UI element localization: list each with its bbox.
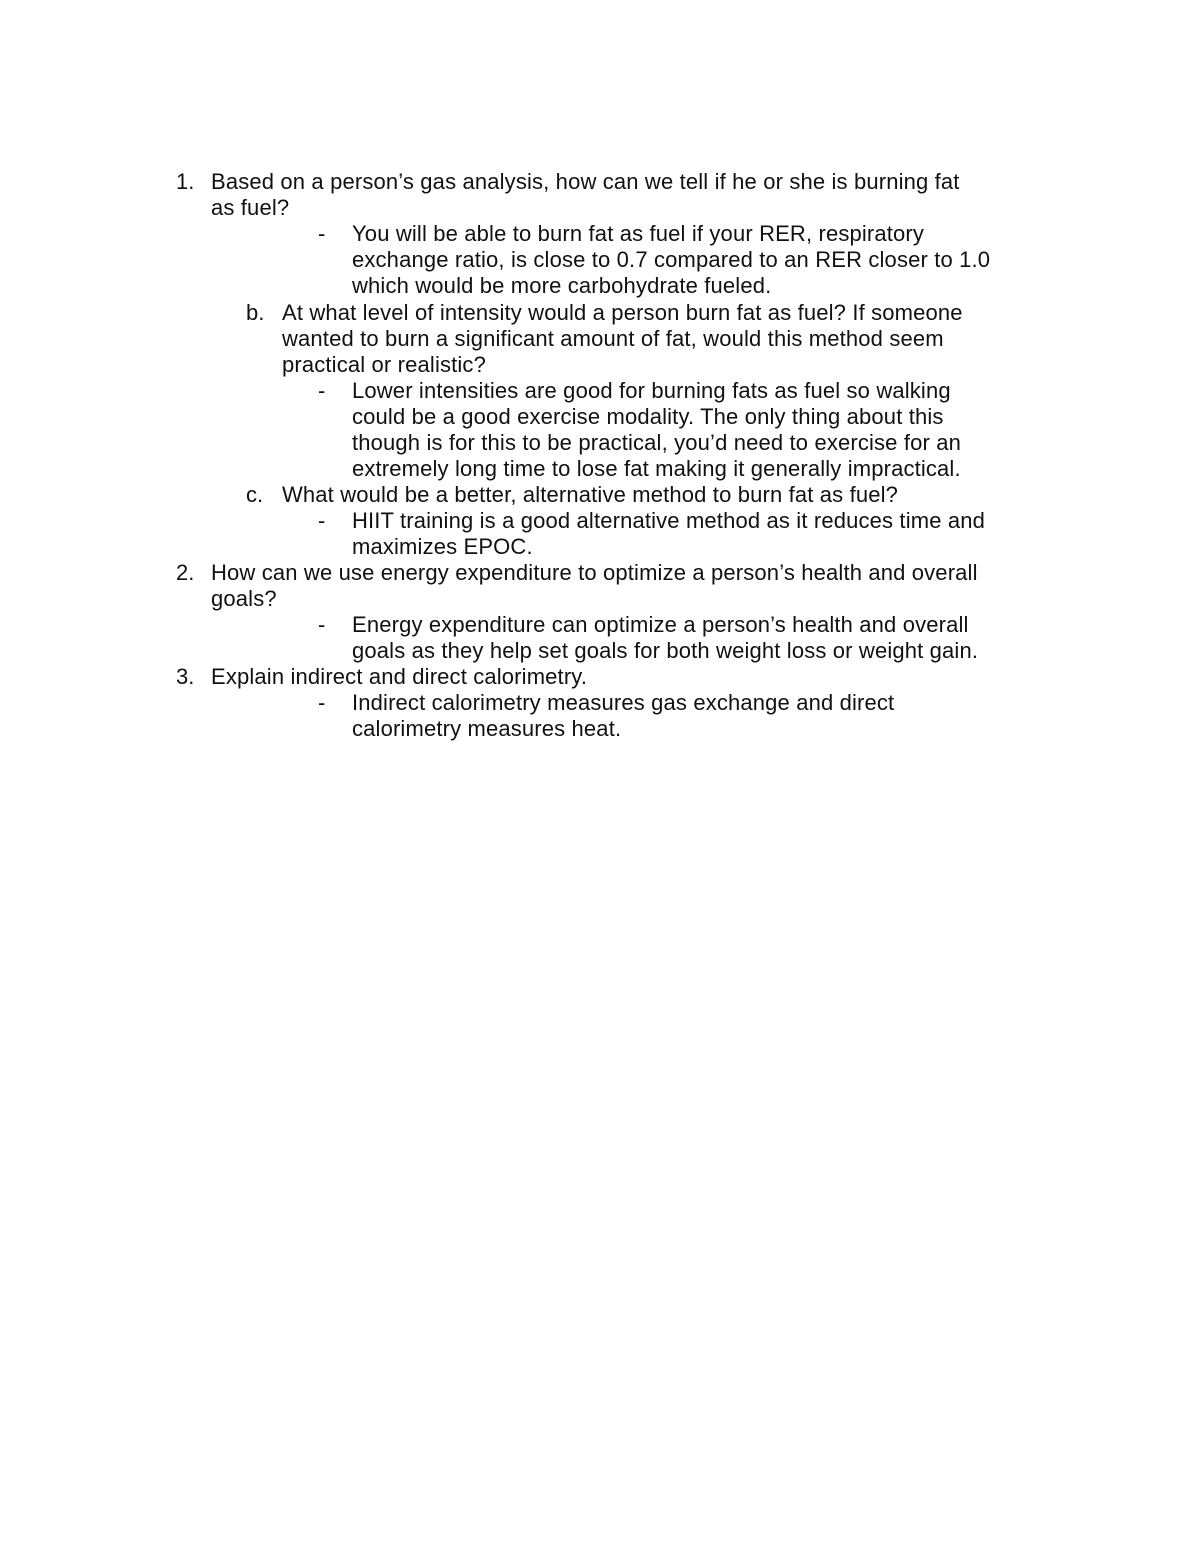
answer-1b-line-1: Lower intensities are good for burning fats as fuel so walking [352,378,951,403]
question-3-line-1: Explain indirect and direct calorimetry. [211,664,588,689]
answer-3-bullet: - [318,690,326,715]
answer-1-line-1: You will be able to burn fat as fuel if your RER, respiratory [352,221,925,246]
question-2-line-2: goals? [211,586,277,611]
answer-2-bullet: - [318,612,326,637]
answer-2-line-1: Energy expenditure can optimize a person’s health and overall [352,612,969,637]
answer-1-line-3: which would be more carbohydrate fueled. [352,273,772,298]
answer-1b-line-4: extremely long time to lose fat making it generally impractical. [352,456,961,481]
question-1-line-2: as fuel? [211,195,290,220]
answer-1c-bullet: - [318,508,326,533]
question-2-line-1: How can we use energy expenditure to optimize a person’s health and overall [211,560,978,585]
answer-1b-line-3: though is for this to be practical, you’d need to exercise for an [352,430,961,455]
question-2-number: 2. [176,560,195,585]
question-1b-letter: b. [246,300,265,325]
question-1-line-1: Based on a person’s gas analysis, how can we tell if he or she is burning fat [211,169,960,194]
answer-3-line-1: Indirect calorimetry measures gas exchange and direct [352,690,895,715]
question-1b-line-3: practical or realistic? [282,352,486,377]
question-1b-line-1: At what level of intensity would a person burn fat as fuel? If someone [282,300,963,325]
answer-1-line-2: exchange ratio, is close to 0.7 compared to an RER closer to 1.0 [352,247,991,272]
question-1b-line-2: wanted to burn a significant amount of fat, would this method seem [282,326,944,351]
question-3-number: 3. [176,664,195,689]
answer-2-line-2: goals as they help set goals for both weight loss or weight gain. [352,638,979,663]
answer-1b-line-2: could be a good exercise modality. The only thing about this [352,404,944,429]
answer-1b-bullet: - [318,378,326,403]
answer-1c-line-1: HIIT training is a good alternative method as it reduces time and [352,508,986,533]
question-1-number: 1. [176,169,195,194]
answer-1c-line-2: maximizes EPOC. [352,534,533,559]
answer-1-bullet: - [318,221,326,246]
question-1c-letter: c. [246,482,264,507]
answer-3-line-2: calorimetry measures heat. [352,716,622,741]
question-1c-line-1: What would be a better, alternative method to burn fat as fuel? [282,482,899,507]
